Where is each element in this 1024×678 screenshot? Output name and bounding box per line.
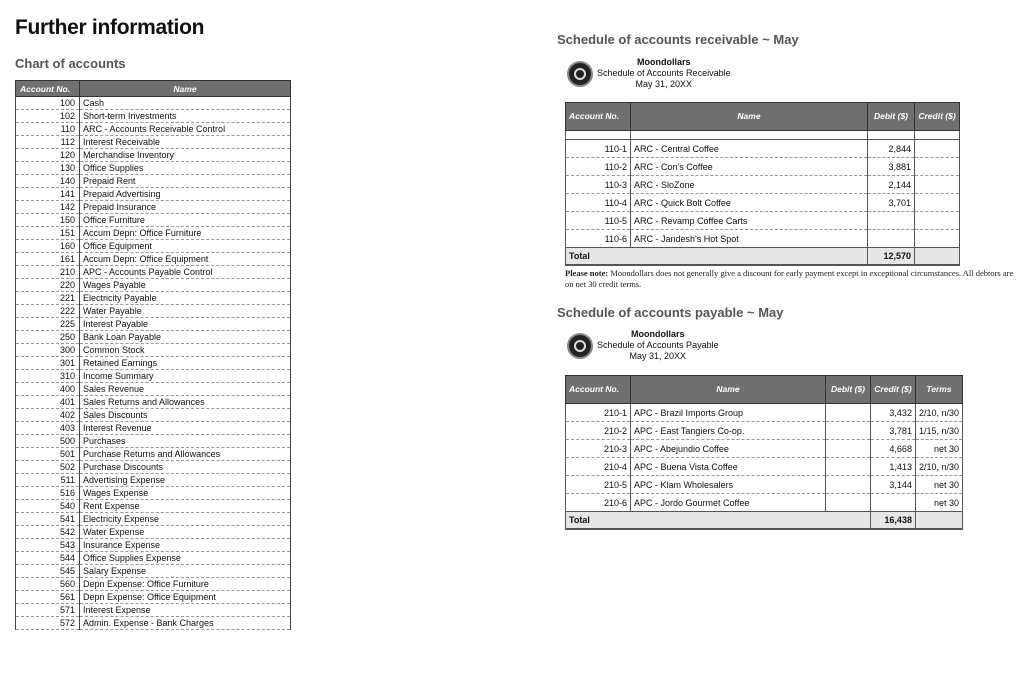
- ap-account-name: APC - East Tangiers Co-op.: [631, 422, 826, 440]
- receivable-subtitle: Schedule of Accounts Receivable: [597, 68, 731, 78]
- coa-account-no: 545: [16, 565, 80, 578]
- coa-row: [16, 214, 291, 227]
- coa-row: [16, 188, 291, 201]
- coa-row: [16, 396, 291, 409]
- coa-account-name: Sales Returns and Allowances: [80, 396, 291, 409]
- ar-row: [566, 230, 960, 248]
- coa-account-no: 102: [16, 110, 80, 123]
- coa-account-name: Wages Payable: [80, 279, 291, 292]
- ap-terms: net 30: [915, 476, 962, 494]
- coa-account-no: 225: [16, 318, 80, 331]
- coa-account-name: Sales Revenue: [80, 383, 291, 396]
- coa-account-no: 130: [16, 162, 80, 175]
- receivable-header: [567, 57, 731, 90]
- ap-debit: [825, 422, 870, 440]
- coa-header-name: Name: [80, 81, 291, 97]
- ar-total-debit: 12,570: [868, 248, 915, 266]
- ap-total-label: Total: [566, 512, 871, 530]
- coa-account-no: 541: [16, 513, 80, 526]
- coa-account-name: Prepaid Rent: [80, 175, 291, 188]
- ap-account-name: APC - Brazil Imports Group: [631, 404, 826, 422]
- coa-row: [16, 578, 291, 591]
- coa-row: [16, 253, 291, 266]
- coa-account-name: Common Stock: [80, 344, 291, 357]
- payable-date: May 31, 20XX: [629, 351, 687, 361]
- ap-account-no: 210-1: [566, 404, 631, 422]
- ap-account-name: APC - Abejundio Coffee: [631, 440, 826, 458]
- ap-header-account-no: Account No.: [566, 376, 631, 404]
- ap-credit: 3,144: [870, 476, 915, 494]
- ar-account-no: 110-6: [566, 230, 631, 248]
- payable-company: Moondollars: [631, 329, 685, 339]
- ar-debit: 3,701: [868, 194, 915, 212]
- coa-account-name: Water Payable: [80, 305, 291, 318]
- coa-row: [16, 175, 291, 188]
- coa-row: [16, 227, 291, 240]
- coa-account-no: 151: [16, 227, 80, 240]
- coa-account-no: 403: [16, 422, 80, 435]
- coa-account-name: Office Equipment: [80, 240, 291, 253]
- coa-account-name: Rent Expense: [80, 500, 291, 513]
- receivable-date: May 31, 20XX: [635, 79, 693, 89]
- coa-account-no: 500: [16, 435, 80, 448]
- note-label: Please note:: [565, 268, 609, 278]
- coa-account-no: 561: [16, 591, 80, 604]
- coa-account-no: 222: [16, 305, 80, 318]
- coa-account-no: 210: [16, 266, 80, 279]
- coa-row: [16, 565, 291, 578]
- ar-debit: 2,844: [868, 140, 915, 158]
- coa-account-name: Water Expense: [80, 526, 291, 539]
- ap-account-name: APC - Buena Vista Coffee: [631, 458, 826, 476]
- coa-row: [16, 344, 291, 357]
- coa-row: [16, 110, 291, 123]
- ar-account-name: ARC - Quick Bolt Coffee: [631, 194, 868, 212]
- coa-account-name: Electricity Payable: [80, 292, 291, 305]
- ap-debit: [825, 440, 870, 458]
- coa-row: [16, 305, 291, 318]
- coa-account-no: 301: [16, 357, 80, 370]
- moondollars-logo-icon: [567, 61, 593, 87]
- coa-account-no: 511: [16, 474, 80, 487]
- coa-row: [16, 266, 291, 279]
- coa-account-no: 544: [16, 552, 80, 565]
- ar-account-name: ARC - Jandesh's Hot Spot: [631, 230, 868, 248]
- coa-row: [16, 162, 291, 175]
- coa-account-name: Purchases: [80, 435, 291, 448]
- ap-account-no: 210-4: [566, 458, 631, 476]
- ap-credit: 3,781: [870, 422, 915, 440]
- coa-account-no: 140: [16, 175, 80, 188]
- receivable-title: Schedule of accounts receivable ~ May: [557, 32, 799, 47]
- ar-account-name: ARC - Central Coffee: [631, 140, 868, 158]
- coa-row: [16, 461, 291, 474]
- coa-account-name: Insurance Expense: [80, 539, 291, 552]
- coa-account-name: APC - Accounts Payable Control: [80, 266, 291, 279]
- coa-account-name: Depn Expense: Office Equipment: [80, 591, 291, 604]
- coa-account-no: 542: [16, 526, 80, 539]
- coa-account-no: 221: [16, 292, 80, 305]
- coa-account-name: Office Supplies Expense: [80, 552, 291, 565]
- coa-account-name: Interest Expense: [80, 604, 291, 617]
- coa-account-no: 401: [16, 396, 80, 409]
- ar-account-no: 110-2: [566, 158, 631, 176]
- coa-row: [16, 487, 291, 500]
- coa-account-name: Purchase Returns and Allowances: [80, 448, 291, 461]
- chart-of-accounts-title: Chart of accounts: [15, 56, 126, 71]
- ap-terms: 2/10, n/30: [915, 404, 962, 422]
- coa-row: [16, 539, 291, 552]
- ap-terms: net 30: [915, 440, 962, 458]
- ap-account-name: APC - Jordo Gourmet Coffee: [631, 494, 826, 512]
- ar-account-no: 110-3: [566, 176, 631, 194]
- ap-credit: 3,432: [870, 404, 915, 422]
- coa-row: [16, 526, 291, 539]
- ar-account-name: ARC - Revamp Coffee Carts: [631, 212, 868, 230]
- payable-subtitle: Schedule of Accounts Payable: [597, 340, 719, 350]
- ap-total-credit: 16,438: [870, 512, 915, 530]
- coa-account-no: 142: [16, 201, 80, 214]
- coa-account-name: Admin. Expense - Bank Charges: [80, 617, 291, 630]
- coa-account-name: Office Furniture: [80, 214, 291, 227]
- ar-account-name: ARC - Con's Coffee: [631, 158, 868, 176]
- ap-row: [566, 494, 963, 512]
- page-title: Further information: [15, 16, 205, 39]
- coa-row: [16, 500, 291, 513]
- coa-account-no: 112: [16, 136, 80, 149]
- coa-account-no: 110: [16, 123, 80, 136]
- ap-header-credit: Credit ($): [870, 376, 915, 404]
- receivable-company: Moondollars: [637, 57, 691, 67]
- coa-account-no: 250: [16, 331, 80, 344]
- coa-account-no: 560: [16, 578, 80, 591]
- coa-account-no: 501: [16, 448, 80, 461]
- ap-credit: 4,668: [870, 440, 915, 458]
- ap-account-no: 210-3: [566, 440, 631, 458]
- coa-row: [16, 604, 291, 617]
- ar-debit: 3,881: [868, 158, 915, 176]
- ap-total-row: [566, 512, 963, 530]
- coa-row: [16, 357, 291, 370]
- coa-account-no: 161: [16, 253, 80, 266]
- coa-account-name: Interest Receivable: [80, 136, 291, 149]
- ar-header-name: Name: [631, 103, 868, 131]
- ar-credit: [915, 194, 960, 212]
- receivable-table: [565, 102, 960, 266]
- coa-account-no: 220: [16, 279, 80, 292]
- ar-account-no: 110-5: [566, 212, 631, 230]
- payable-table: [565, 375, 963, 530]
- ar-row: [566, 158, 960, 176]
- coa-row: [16, 422, 291, 435]
- coa-account-name: Bank Loan Payable: [80, 331, 291, 344]
- coa-account-no: 310: [16, 370, 80, 383]
- coa-account-name: Sales Discounts: [80, 409, 291, 422]
- coa-account-no: 300: [16, 344, 80, 357]
- coa-account-no: 141: [16, 188, 80, 201]
- coa-account-no: 100: [16, 97, 80, 110]
- coa-account-no: 572: [16, 617, 80, 630]
- coa-account-no: 120: [16, 149, 80, 162]
- ar-debit: [868, 212, 915, 230]
- coa-account-no: 502: [16, 461, 80, 474]
- coa-account-name: Depn Expense: Office Furniture: [80, 578, 291, 591]
- ar-total-label: Total: [566, 248, 868, 266]
- ap-debit: [825, 494, 870, 512]
- note-text: Moondollars does not generally give a discount for early payment except in exceptional circumstances. All debtors are on net 30 credit terms.: [565, 268, 1014, 289]
- coa-row: [16, 240, 291, 253]
- coa-account-name: Purchase Discounts: [80, 461, 291, 474]
- ap-account-name: APC - Klam Wholesalers: [631, 476, 826, 494]
- ar-credit: [915, 176, 960, 194]
- ap-terms: 1/15, n/30: [915, 422, 962, 440]
- coa-account-name: Advertising Expense: [80, 474, 291, 487]
- coa-account-name: Interest Payable: [80, 318, 291, 331]
- ap-header-debit: Debit ($): [825, 376, 870, 404]
- coa-row: [16, 448, 291, 461]
- receivable-note: [565, 268, 1015, 290]
- ap-header-name: Name: [631, 376, 826, 404]
- ar-credit: [915, 158, 960, 176]
- ar-total-row: [566, 248, 960, 266]
- coa-account-no: 400: [16, 383, 80, 396]
- coa-account-name: Accum Depn: Office Equipment: [80, 253, 291, 266]
- coa-row: [16, 123, 291, 136]
- coa-account-name: Merchandise Inventory: [80, 149, 291, 162]
- coa-row: [16, 97, 291, 110]
- coa-account-no: 160: [16, 240, 80, 253]
- coa-account-no: 516: [16, 487, 80, 500]
- coa-account-name: Wages Expense: [80, 487, 291, 500]
- ap-body: [566, 404, 963, 530]
- ap-terms: net 30: [915, 494, 962, 512]
- ap-row: [566, 476, 963, 494]
- ar-account-name: ARC - SloZone: [631, 176, 868, 194]
- ar-header-credit: Credit ($): [915, 103, 960, 131]
- coa-row: [16, 617, 291, 630]
- ap-account-no: 210-5: [566, 476, 631, 494]
- ap-row: [566, 422, 963, 440]
- coa-row: [16, 292, 291, 305]
- coa-row: [16, 591, 291, 604]
- coa-row: [16, 136, 291, 149]
- ap-header-terms: Terms: [915, 376, 962, 404]
- coa-account-name: Prepaid Advertising: [80, 188, 291, 201]
- ap-row: [566, 404, 963, 422]
- coa-account-name: Salary Expense: [80, 565, 291, 578]
- ar-debit: 2,144: [868, 176, 915, 194]
- ap-debit: [825, 476, 870, 494]
- coa-account-name: Short-term Investments: [80, 110, 291, 123]
- coa-row: [16, 513, 291, 526]
- coa-row: [16, 331, 291, 344]
- ar-credit: [915, 230, 960, 248]
- coa-row: [16, 279, 291, 292]
- coa-row: [16, 435, 291, 448]
- ar-header-account-no: Account No.: [566, 103, 631, 131]
- ap-row: [566, 440, 963, 458]
- coa-account-name: Prepaid Insurance: [80, 201, 291, 214]
- payable-title: Schedule of accounts payable ~ May: [557, 305, 784, 320]
- ap-credit: [870, 494, 915, 512]
- coa-account-no: 540: [16, 500, 80, 513]
- ar-header-debit: Debit ($): [868, 103, 915, 131]
- coa-row: [16, 552, 291, 565]
- coa-row: [16, 318, 291, 331]
- ar-row: [566, 176, 960, 194]
- ar-row: [566, 212, 960, 230]
- ap-row: [566, 458, 963, 476]
- ar-credit: [915, 140, 960, 158]
- coa-account-no: 150: [16, 214, 80, 227]
- coa-account-no: 543: [16, 539, 80, 552]
- ar-debit: [868, 230, 915, 248]
- coa-row: [16, 370, 291, 383]
- coa-account-name: Income Summary: [80, 370, 291, 383]
- coa-account-name: ARC - Accounts Receivable Control: [80, 123, 291, 136]
- coa-account-name: Electricity Expense: [80, 513, 291, 526]
- coa-account-name: Cash: [80, 97, 291, 110]
- moondollars-logo-icon: [567, 333, 593, 359]
- ap-debit: [825, 404, 870, 422]
- coa-row: [16, 383, 291, 396]
- ar-account-no: 110-1: [566, 140, 631, 158]
- ap-terms: 2/10, n/30: [915, 458, 962, 476]
- coa-account-name: Office Supplies: [80, 162, 291, 175]
- coa-account-name: Accum Depn: Office Furniture: [80, 227, 291, 240]
- ar-body: [566, 131, 960, 266]
- coa-row: [16, 149, 291, 162]
- ar-row: [566, 194, 960, 212]
- coa-body: [16, 97, 291, 630]
- ar-account-no: 110-4: [566, 194, 631, 212]
- coa-row: [16, 474, 291, 487]
- payable-header: [567, 329, 719, 362]
- ap-account-no: 210-2: [566, 422, 631, 440]
- coa-account-no: 571: [16, 604, 80, 617]
- ar-row: [566, 140, 960, 158]
- ap-debit: [825, 458, 870, 476]
- coa-account-name: Retained Earnings: [80, 357, 291, 370]
- coa-header-account-no: Account No.: [16, 81, 80, 97]
- chart-of-accounts-table: [15, 80, 291, 630]
- coa-account-name: Interest Revenue: [80, 422, 291, 435]
- coa-row: [16, 409, 291, 422]
- ar-credit: [915, 212, 960, 230]
- ap-account-no: 210-6: [566, 494, 631, 512]
- ap-credit: 1,413: [870, 458, 915, 476]
- coa-account-no: 402: [16, 409, 80, 422]
- coa-row: [16, 201, 291, 214]
